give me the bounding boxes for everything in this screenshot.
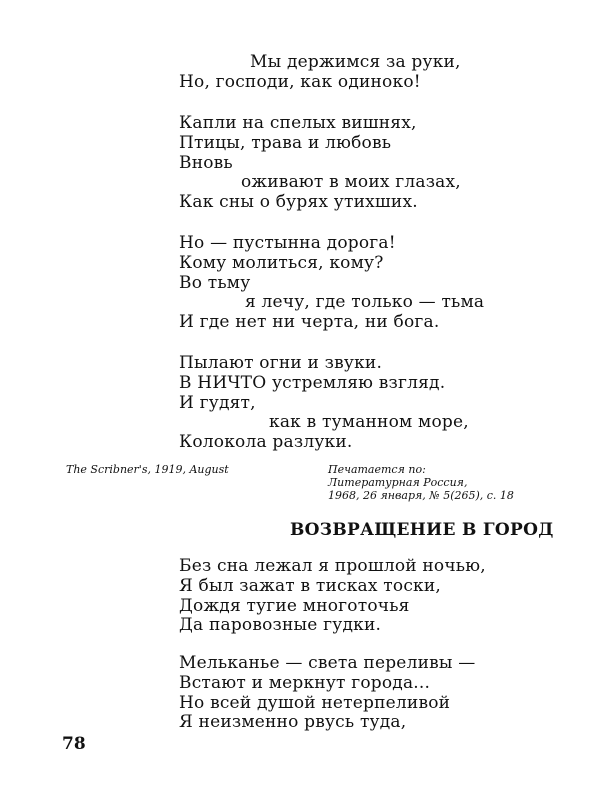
verse-line: Кому молиться, кому? [179, 253, 384, 273]
verse-line: Капли на спелых вишнях, [179, 113, 417, 133]
verse-line: Я был зажат в тисках тоски, [179, 576, 441, 596]
source-line: Печатается по: [328, 463, 426, 476]
verse-line: Мельканье — света переливы — [179, 653, 476, 673]
verse-line: я лечу, где только — тьма [245, 292, 485, 312]
verse-line: Встают и меркнут города... [179, 673, 431, 693]
page-number: 78 [62, 734, 86, 754]
poem-2-title: ВОЗВРАЩЕНИЕ В ГОРОД [290, 520, 554, 540]
verse-line: Но всей душой нетерпеливой [179, 693, 451, 713]
verse-line: оживают в моих глазах, [241, 172, 461, 192]
verse-line: Колокола разлуки. [179, 432, 353, 452]
verse-line: Но — пустынна дорога! [179, 233, 396, 253]
source-line: 1968, 26 января, № 5(265), с. 18 [328, 489, 514, 502]
source-line: Литературная Россия, [328, 476, 468, 489]
verse-line: Пылают огни и звуки. [179, 353, 383, 373]
verse-line: И где нет ни черта, ни бога. [179, 312, 440, 332]
verse-line: Я неизменно рвусь туда, [179, 712, 407, 732]
verse-line: Да паровозные гудки. [179, 615, 382, 635]
verse-line: В НИЧТО устремляю взгляд. [179, 373, 446, 393]
verse-line: как в туманном море, [269, 412, 469, 432]
source-original: The Scribner's, 1919, August [66, 463, 229, 476]
verse-line: И гудят, [179, 393, 256, 413]
verse-line: Без сна лежал я прошлой ночью, [179, 556, 486, 576]
verse-line: Во тьму [179, 273, 251, 293]
verse-line: Как сны о бурях утихших. [179, 192, 418, 212]
verse-line: Мы держимся за руки, [250, 52, 461, 72]
verse-line: Но, господи, как одиноко! [179, 72, 421, 92]
verse-line: Вновь [179, 153, 233, 173]
verse-line: Дождя тугие многоточья [179, 596, 410, 616]
verse-line: Птицы, трава и любовь [179, 133, 392, 153]
